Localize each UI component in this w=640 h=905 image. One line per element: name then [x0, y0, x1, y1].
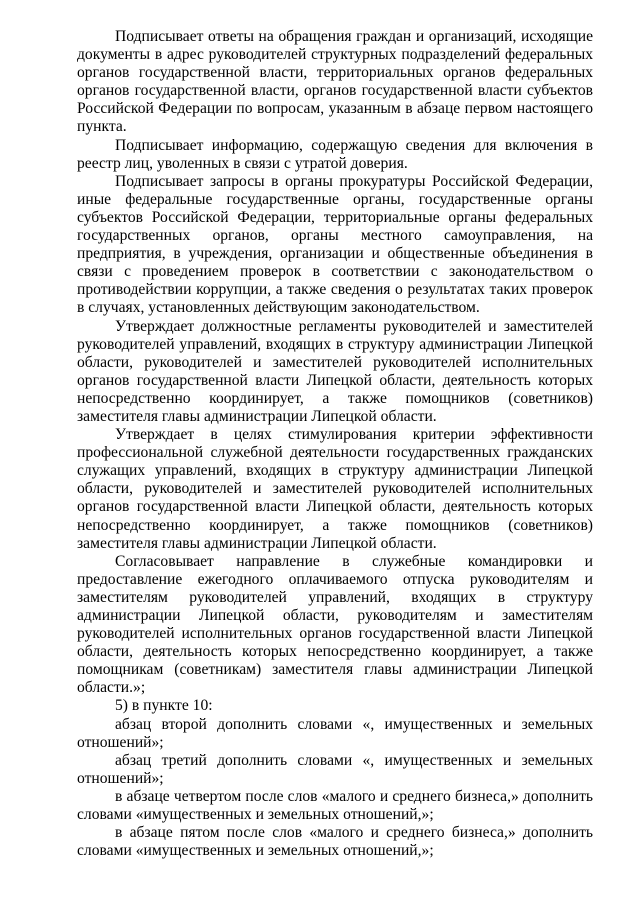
- paragraph-approves-business-trips: Согласовывает направление в служебные командировки и предоставление ежегодного оплачиваемого отпуска руководителям и заместителям руководителей управлений, входящих в структуру администрации Липецкой области, руководителям и заместителям руководителей исполнительных органов государственной власти Липецкой области, деятельность которых непосредственно координирует, а также помощникам (советникам) заместителя главы администрации Липецкой области.»;: [77, 552, 593, 697]
- paragraph-approves-job-regulations: Утверждает должностные регламенты руководителей и заместителей руководителей управлений, входящих в структуру администрации Липецкой области, руководителей и заместителей руководителей исполнительных органов государственной власти Липецкой области, деятельность которых непосредственно координирует, а также помощников (советников) заместителя главы администрации Липецкой области.: [77, 317, 593, 425]
- paragraph-amend-third: абзац третий дополнить словами «, имущественных и земельных отношений»;: [77, 751, 593, 787]
- paragraph-approves-efficiency-criteria: Утверждает в целях стимулирования критерии эффективности профессиональной служебной деятельности государственных гражданских служащих управлений, входящих в структуру администрации Липецкой области, руководителей и заместителей руководителей исполнительных органов государственной власти Липецкой области, деятельность которых непосредственно координирует, а также помощников (советников) заместителя главы администрации Липецкой области.: [77, 426, 593, 552]
- document-body: [77, 28, 593, 860]
- paragraph-signs-responses: Подписывает ответы на обращения граждан и организаций, исходящие документы в адрес руководителей структурных подразделений федеральных органов государственной власти, территориальных органов федеральных органов государственной власти, органов государственной власти субъектов Российской Федерации по вопросам, указанным в абзаце первом настоящего пункта.: [77, 28, 593, 136]
- paragraph-amend-second: абзац второй дополнить словами «, имущественных и земельных отношений»;: [77, 715, 593, 751]
- paragraph-item-5: 5) в пункте 10:: [115, 697, 213, 715]
- paragraph-amend-fifth: в абзаце пятом после слов «малого и среднего бизнеса,» дополнить словами «имущественных и земельных отношений,»;: [77, 824, 593, 860]
- paragraph-amend-fourth: в абзаце четвертом после слов «малого и среднего бизнеса,» дополнить словами «имущественных и земельных отношений,»;: [77, 787, 593, 824]
- paragraph-signs-registry-info: Подписывает информацию, содержащую сведения для включения в реестр лиц, уволенных в связи с утратой доверия.: [77, 136, 593, 172]
- paragraph-signs-prosecutor-requests: Подписывает запросы в органы прокуратуры Российской Федерации, иные федеральные государственные органы, государственные органы субъектов Российской Федерации, территориальные органы федеральных государственных органов, органы местного самоуправления, на предприятия, в учреждения, организации и общественные объединения в связи с проведением проверок в соответствии с законодательством о противодействии коррупции, а также сведения о результатах таких проверок в случаях, установленных действующим законодательством.: [77, 172, 593, 317]
